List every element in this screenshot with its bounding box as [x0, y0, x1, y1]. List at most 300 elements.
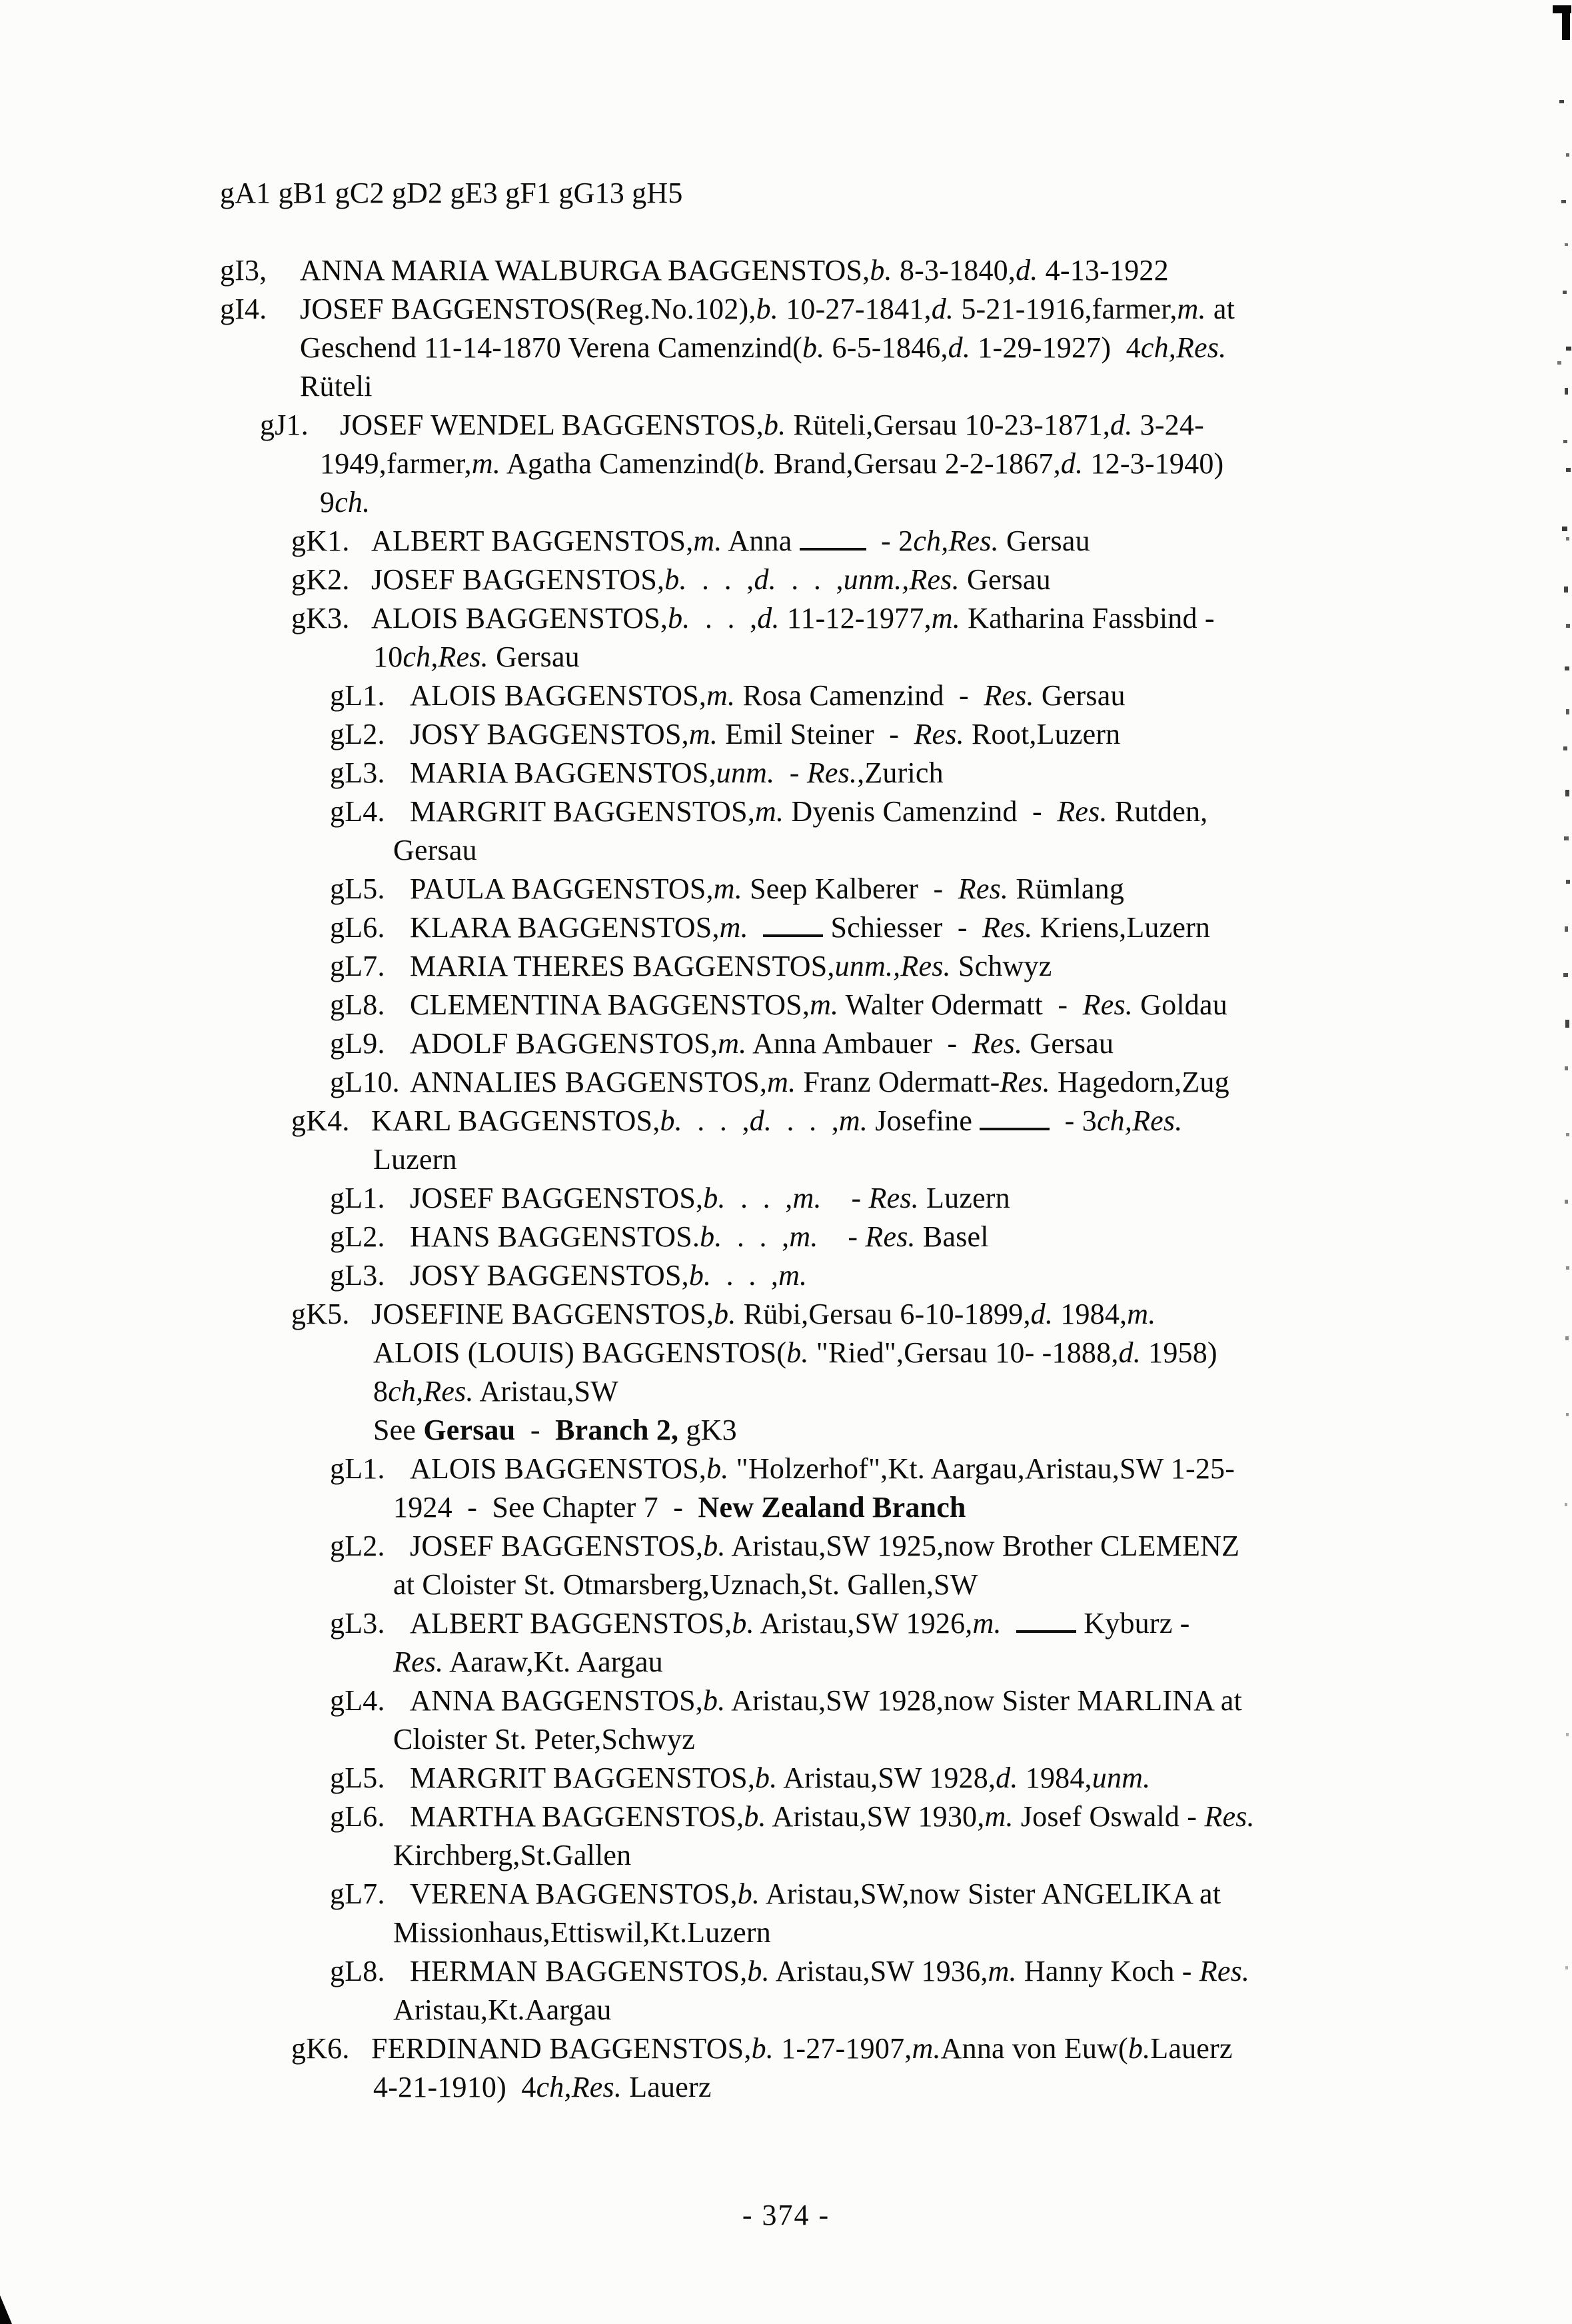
text: ALOIS BAGGENSTOS,	[371, 602, 668, 634]
text: 9	[320, 486, 335, 519]
text: Katharina Fassbind -	[960, 602, 1215, 634]
text: at	[1205, 293, 1235, 325]
text: . . ,	[711, 1259, 779, 1292]
text: Brand,Gersau 2-2-1867,	[766, 447, 1061, 480]
text: Rümlang	[1008, 872, 1125, 905]
text: 1924 - See Chapter 7 -	[393, 1491, 698, 1524]
bold-text: Gersau	[423, 1414, 516, 1446]
scan-speck	[1565, 1066, 1568, 1070]
scan-speck	[1565, 1200, 1568, 1204]
text: 1-27-1907,	[773, 2032, 912, 2065]
generation-id: gL3.	[330, 756, 385, 789]
entry-line	[300, 329, 1226, 367]
generation-id: gJ1.	[260, 409, 309, 441]
generation-id: gK3.	[291, 602, 350, 634]
italic-text: b.	[732, 1607, 754, 1640]
text: Schwyz	[950, 950, 1052, 982]
italic-text: m.	[988, 1955, 1017, 1987]
italic-text: b.	[870, 254, 892, 287]
italic-text: b.	[1128, 2032, 1151, 2065]
text: See	[373, 1414, 424, 1446]
entry-line	[393, 1566, 978, 1604]
generation-id: gL2.	[330, 718, 385, 750]
text: Rübi,Gersau 6-10-1899,	[736, 1298, 1031, 1330]
entry-line	[330, 909, 1210, 946]
italic-text: Res.	[1057, 795, 1108, 828]
generation-id: gL6.	[330, 1800, 385, 1833]
text: Basel	[915, 1220, 989, 1253]
blank-underline	[980, 1122, 1050, 1130]
entry-line	[330, 948, 1052, 985]
text: Aaraw,Kt. Aargau	[443, 1646, 663, 1678]
text: Root,Luzern	[964, 718, 1121, 750]
text: "Ried",Gersau 10- -1888,	[808, 1336, 1119, 1369]
text: ,Zurich	[857, 756, 944, 789]
text	[1002, 1607, 1016, 1640]
scan-speck	[1566, 153, 1569, 157]
entry-line	[330, 754, 944, 792]
italic-text: d.	[1110, 409, 1133, 441]
text: Kirchberg,St.Gallen	[393, 1839, 632, 1871]
text: ANNA MARIA WALBURGA BAGGENSTOS,	[300, 254, 870, 287]
italic-text: ch,Res.	[913, 525, 999, 557]
entry-line	[373, 1412, 737, 1449]
text: 5-21-1916,farmer,	[954, 293, 1178, 325]
entry-line	[330, 1875, 1221, 1913]
italic-text: Res.	[984, 679, 1034, 712]
scan-speck	[1566, 880, 1570, 884]
italic-text: m.	[792, 1182, 822, 1214]
text: Rutden,	[1107, 795, 1208, 828]
scan-speck	[1566, 1413, 1569, 1416]
text: CLEMENTINA BAGGENSTOS,	[410, 988, 810, 1021]
entry-line	[291, 561, 1051, 598]
text: Aristau,SW 1930,	[766, 1800, 985, 1833]
generation-id: gL5.	[330, 872, 385, 905]
text: Josefine	[868, 1104, 980, 1137]
italic-text: ch,Res.	[402, 640, 488, 673]
text	[748, 911, 763, 944]
text: HERMAN BAGGENSTOS,	[410, 1955, 748, 1987]
italic-text: d.	[1016, 254, 1038, 287]
text: 8-3-1840,	[892, 254, 1016, 287]
text: . . ,	[772, 1104, 839, 1137]
bold-text: New Zealand Branch	[698, 1491, 966, 1524]
text: 11-12-1977,	[779, 602, 932, 634]
scan-speck	[1564, 836, 1569, 840]
italic-text: ch.	[335, 486, 371, 519]
entry-line	[373, 2069, 712, 2106]
text: . . ,	[776, 563, 844, 596]
text: Gersau	[393, 834, 477, 866]
entry-line	[220, 252, 1169, 289]
italic-text: unm.	[1092, 1761, 1151, 1794]
text: gA1 gB1 gC2 gD2 gE3 gF1 gG13 gH5	[220, 177, 683, 209]
text: MARIA THERES BAGGENSTOS,	[410, 950, 835, 982]
text: -	[774, 756, 807, 789]
italic-text: m.	[719, 911, 748, 944]
text: Gersau	[959, 563, 1051, 596]
generation-id: gL2.	[330, 1530, 385, 1562]
italic-text: unm.,Res.	[834, 950, 951, 982]
text: JOSEF BAGGENSTOS,	[371, 563, 665, 596]
scan-speck	[1566, 1266, 1569, 1270]
text: Anna	[722, 525, 800, 557]
entry-line	[330, 986, 1227, 1024]
text: Gersau	[1022, 1027, 1114, 1060]
generation-id: gK6.	[291, 2032, 350, 2065]
generation-id: gL4.	[330, 795, 385, 828]
text: Aristau,SW 1925,now Brother CLEMENZ	[725, 1530, 1240, 1562]
italic-text: b.	[668, 602, 690, 634]
italic-text: ch,Res.	[388, 1375, 474, 1408]
generation-id: gL9.	[330, 1027, 385, 1060]
text: Gersau	[488, 640, 580, 673]
text: Walter Odermatt -	[838, 988, 1083, 1021]
blank-underline	[800, 543, 866, 551]
generation-id: gL7.	[330, 950, 385, 982]
entry-line	[373, 1373, 618, 1410]
text: . . ,	[686, 563, 754, 596]
scan-speck	[1565, 1336, 1569, 1340]
text: 6-5-1846,	[824, 331, 948, 364]
italic-text: d.	[749, 1104, 772, 1137]
italic-text: b.	[756, 293, 779, 325]
text: 3-24-	[1132, 409, 1204, 441]
text: 8	[373, 1375, 389, 1408]
italic-text: Res.	[914, 718, 964, 750]
generation-id: gL1.	[330, 679, 385, 712]
scan-speck	[1565, 1020, 1569, 1028]
text: Cloister St. Peter,Schwyz	[393, 1723, 695, 1755]
entry-line	[373, 1334, 1217, 1372]
entry-line	[330, 1605, 1190, 1642]
generation-id: gL8.	[330, 1955, 385, 1987]
scan-speck	[1566, 468, 1571, 472]
text: HANS BAGGENSTOS.	[410, 1220, 700, 1253]
generation-id: gL4.	[330, 1684, 385, 1717]
text: ALOIS BAGGENSTOS,	[410, 679, 707, 712]
text: JOSEF WENDEL BAGGENSTOS,	[340, 409, 764, 441]
italic-text: Res.	[1199, 1955, 1250, 1987]
italic-text: m.	[778, 1259, 808, 1292]
text: . . ,	[690, 602, 758, 634]
page-number: - 374 -	[742, 2199, 830, 2231]
text: 1-29-1927) 4	[970, 331, 1141, 364]
text: Hanny Koch -	[1016, 1955, 1199, 1987]
text: Anna von Euw(	[940, 2032, 1128, 2065]
italic-text: Res.	[1082, 988, 1133, 1021]
text: - 3	[1050, 1104, 1097, 1137]
scan-speck	[1563, 746, 1567, 750]
text: Lauerz	[1150, 2032, 1233, 2065]
text: Rüteli	[300, 370, 373, 403]
generation-id: gK1.	[291, 525, 350, 557]
text: ANNA BAGGENSTOS,	[410, 1684, 703, 1717]
text: Anna Ambauer -	[746, 1027, 972, 1060]
italic-text: b.	[688, 1259, 712, 1292]
entry-line	[330, 1528, 1239, 1565]
scan-speck	[1566, 537, 1569, 541]
scan-speck	[1566, 1133, 1569, 1136]
text: Rosa Camenzind -	[735, 679, 984, 712]
entry-line	[330, 793, 1207, 830]
blank-underline	[763, 929, 823, 937]
scan-speck	[1565, 1503, 1567, 1506]
italic-text: ch,Res.	[536, 2071, 622, 2103]
scan-speck	[1566, 624, 1570, 628]
generation-id: gL1.	[330, 1182, 385, 1214]
entry-line	[330, 1450, 1235, 1488]
text: KARL BAGGENSTOS,	[371, 1104, 660, 1137]
italic-text: b.	[703, 1182, 726, 1214]
text: ANNALIES BAGGENSTOS,	[410, 1066, 768, 1098]
italic-text: m.	[931, 602, 960, 634]
entry-line	[393, 1489, 966, 1526]
italic-text: d.	[1030, 1298, 1054, 1330]
entry-line	[291, 1102, 1182, 1140]
generation-id: gL10.	[330, 1066, 400, 1098]
italic-text: d.	[1060, 447, 1084, 480]
text: JOSEFINE BAGGENSTOS,	[371, 1298, 714, 1330]
italic-text: m.	[789, 1220, 818, 1253]
italic-text: m.	[767, 1066, 796, 1098]
italic-text: m.	[706, 679, 736, 712]
generation-id: gL1.	[330, 1452, 385, 1485]
italic-text: m.	[810, 988, 839, 1021]
italic-text: d.	[1118, 1336, 1141, 1369]
text: Gersau	[1034, 679, 1126, 712]
italic-text: unm.	[716, 756, 775, 789]
scan-speck	[1565, 666, 1569, 670]
scan-speck	[1562, 527, 1567, 531]
generation-id: gL7.	[330, 1877, 385, 1910]
text: 10-27-1841,	[778, 293, 932, 325]
text: . . ,	[725, 1182, 793, 1214]
italic-text: m.	[972, 1607, 1002, 1640]
italic-text: Res.	[393, 1646, 444, 1678]
entry-line	[330, 1953, 1249, 1990]
text: JOSY BAGGENSTOS,	[410, 1259, 689, 1292]
entry-line	[330, 677, 1126, 714]
text: FERDINAND BAGGENSTOS,	[371, 2032, 752, 2065]
text: ALBERT BAGGENSTOS,	[410, 1607, 732, 1640]
italic-text: b.	[751, 2032, 774, 2065]
scan-speck	[1563, 973, 1568, 977]
entry-line	[260, 407, 1204, 444]
generation-id: gL3.	[330, 1259, 385, 1292]
text: Schiesser -	[823, 911, 983, 944]
italic-text: b.	[714, 1298, 736, 1330]
italic-text: m.	[1177, 293, 1206, 325]
text: Kyburz -	[1076, 1607, 1190, 1640]
entry-line	[330, 1682, 1242, 1720]
scan-speck	[1564, 586, 1568, 592]
italic-text: Res.	[972, 1027, 1023, 1060]
text: Lauerz	[622, 2071, 712, 2103]
entry-line	[300, 368, 373, 405]
scan-speck	[1565, 790, 1569, 796]
entry-line	[220, 291, 1235, 328]
text: . . ,	[722, 1220, 790, 1253]
italic-text: ch,Res.	[1140, 331, 1227, 364]
scan-corner-mark	[0, 2295, 12, 2324]
text: Emil Steiner -	[718, 718, 914, 750]
text: . . ,	[682, 1104, 750, 1137]
italic-text: Res.	[1000, 1066, 1050, 1098]
entry-line	[393, 832, 477, 869]
entry-line	[291, 523, 1090, 560]
text: VERENA BAGGENSTOS,	[410, 1877, 738, 1910]
generation-id: gK4.	[291, 1104, 350, 1137]
generation-code-line	[220, 175, 683, 212]
text: -	[821, 1182, 869, 1214]
italic-text: b.	[706, 1452, 729, 1485]
text: Aristau,SW 1936,	[769, 1955, 988, 1987]
generation-id: gL8.	[330, 988, 385, 1021]
text: Seep Kalberer -	[742, 872, 958, 905]
entry-line	[330, 1064, 1229, 1101]
scan-speck	[1565, 388, 1568, 395]
italic-text: m.	[713, 872, 742, 905]
blank-underline	[1016, 1625, 1076, 1633]
italic-text: b.	[703, 1530, 726, 1562]
text: Rüteli,Gersau 10-23-1871,	[786, 409, 1111, 441]
italic-text: Res.	[982, 911, 1033, 944]
italic-text: d.	[931, 293, 954, 325]
italic-text: Res.	[868, 1182, 919, 1214]
italic-text: Res.	[806, 756, 858, 789]
italic-text: b.	[703, 1684, 726, 1717]
italic-text: m.	[755, 795, 784, 828]
italic-text: m.	[1127, 1298, 1156, 1330]
italic-text: b.	[786, 1336, 809, 1369]
entry-line	[291, 2030, 1233, 2067]
text: JOSY BAGGENSTOS,	[410, 718, 689, 750]
entry-line	[330, 1025, 1114, 1062]
text: MARIA BAGGENSTOS,	[410, 756, 716, 789]
scan-speck	[1557, 361, 1561, 365]
scan-speck	[1566, 1733, 1569, 1736]
text: 1984,	[1053, 1298, 1128, 1330]
text: ALOIS BAGGENSTOS,	[410, 1452, 707, 1485]
entry-line	[330, 1218, 989, 1256]
italic-text: m.	[912, 2032, 941, 2065]
scan-speck	[1566, 709, 1569, 714]
entry-line	[330, 716, 1120, 753]
italic-text: m.	[688, 718, 718, 750]
text: Luzern	[373, 1143, 457, 1176]
text: Josef Oswald -	[1013, 1800, 1205, 1833]
italic-text: m.	[471, 447, 501, 480]
text: Aristau,SW 1928,now Sister MARLINA at	[725, 1684, 1242, 1717]
scan-speck	[1563, 440, 1567, 443]
bold-text: Branch 2,	[555, 1414, 679, 1446]
text: PAULA BAGGENSTOS,	[410, 872, 714, 905]
italic-text: m.	[718, 1027, 747, 1060]
italic-text: unm.,Res.	[843, 563, 960, 596]
scan-speck	[1561, 200, 1566, 203]
entry-line	[373, 1141, 457, 1178]
scan-speck	[1565, 243, 1568, 246]
entry-line	[330, 1798, 1255, 1835]
text: JOSEF BAGGENSTOS,	[410, 1530, 704, 1562]
text: Luzern	[918, 1182, 1010, 1214]
italic-text: b.	[744, 1800, 766, 1833]
entry-line	[330, 1759, 1150, 1797]
text: gK3	[678, 1414, 737, 1446]
text: -	[515, 1414, 556, 1446]
text: Gersau	[998, 525, 1090, 557]
text: "Holzerhof",Kt. Aargau,Aristau,SW 1-25-	[728, 1452, 1235, 1485]
generation-id: gI3,	[220, 254, 267, 287]
text: -	[818, 1220, 866, 1253]
text: Aristau,SW	[473, 1375, 618, 1408]
text: Aristau,Kt.Aargau	[393, 1993, 612, 2026]
italic-text: Res.	[1204, 1800, 1255, 1833]
italic-text: b.	[763, 409, 786, 441]
entry-line	[320, 484, 370, 521]
generation-id: gK2.	[291, 563, 350, 596]
text: MARGRIT BAGGENSTOS,	[410, 1761, 756, 1794]
entry-line	[320, 445, 1223, 483]
entry-line	[373, 638, 580, 676]
text: 1949,farmer,	[320, 447, 472, 480]
generation-id: gL2.	[330, 1220, 385, 1253]
italic-text: d.	[754, 563, 776, 596]
italic-text: b.	[747, 1955, 770, 1987]
text: MARGRIT BAGGENSTOS,	[410, 795, 756, 828]
text: Aristau,SW 1926,	[754, 1607, 973, 1640]
italic-text: m.	[838, 1104, 868, 1137]
entry-line	[291, 1296, 1156, 1333]
text: Hagedorn,Zug	[1050, 1066, 1229, 1098]
italic-text: d.	[757, 602, 780, 634]
text: 10	[373, 640, 403, 673]
text: ALOIS (LOUIS) BAGGENSTOS(	[373, 1336, 787, 1369]
text: Franz Odermatt-	[796, 1066, 1000, 1098]
text: Geschend 11-14-1870 Verena Camenzind(	[300, 331, 802, 364]
generation-id: gL6.	[330, 911, 385, 944]
text: 4-21-1910) 4	[373, 2071, 536, 2103]
text: JOSEF BAGGENSTOS,	[410, 1182, 704, 1214]
text: 12-3-1940)	[1083, 447, 1224, 480]
entry-line	[330, 1257, 807, 1294]
generation-id: gL3.	[330, 1607, 385, 1640]
italic-text: d.	[948, 331, 971, 364]
scan-speck	[1566, 347, 1571, 351]
italic-text: m.	[693, 525, 722, 557]
text: ALBERT BAGGENSTOS,	[371, 525, 694, 557]
italic-text: b.	[664, 563, 687, 596]
entry-line	[393, 1644, 663, 1681]
text: Goldau	[1132, 988, 1227, 1021]
text: Kriens,Luzern	[1032, 911, 1211, 944]
scan-speck	[1565, 1966, 1568, 1969]
entry-line	[393, 1914, 771, 1951]
entry-line	[393, 1721, 695, 1758]
text: KLARA BAGGENSTOS,	[410, 911, 720, 944]
italic-text: Res.	[958, 872, 1009, 905]
scan-speck	[1562, 5, 1570, 40]
entry-line	[330, 1180, 1010, 1217]
entry-line	[330, 870, 1124, 908]
text: JOSEF BAGGENSTOS(Reg.No.102),	[300, 293, 756, 325]
italic-text: b.	[660, 1104, 682, 1137]
text: Missionhaus,Ettiswil,Kt.Luzern	[393, 1916, 771, 1949]
text: - 2	[866, 525, 914, 557]
text: 4-13-1922	[1038, 254, 1169, 287]
